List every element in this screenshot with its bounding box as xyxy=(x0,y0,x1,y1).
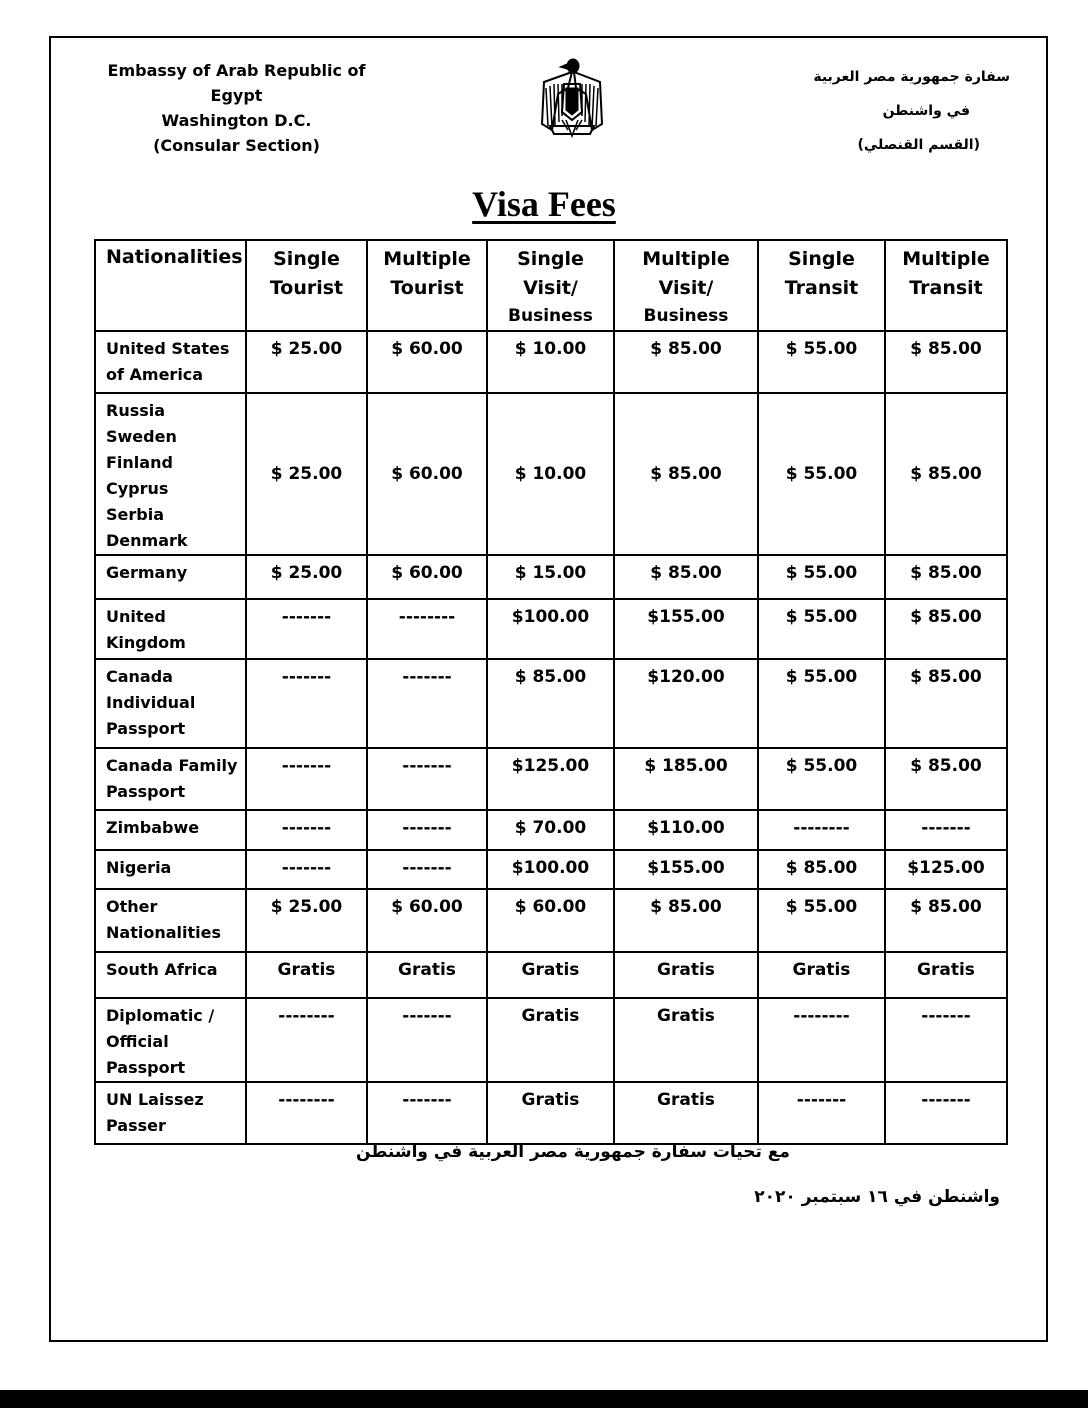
nationality-cell xyxy=(95,952,246,998)
header-english-line-3: (Consular Section) xyxy=(153,136,320,155)
nationality-line: Passport xyxy=(106,1058,186,1077)
fee-cell: $ 60.00 xyxy=(367,889,487,952)
fee-cell: -------- xyxy=(758,998,885,1082)
nationality-line: UN Laissez xyxy=(106,1090,204,1109)
nationality-line: Passer xyxy=(106,1116,166,1135)
fee-cell: ------- xyxy=(758,1082,885,1144)
fee-cell: $ 85.00 xyxy=(614,331,758,393)
nationality-line: United xyxy=(106,607,166,626)
fee-cell: $100.00 xyxy=(487,599,614,659)
fee-cell: ------- xyxy=(885,998,1007,1082)
closing-greeting: مع تحيات سفارة جمهورية مصر العربية في واشنطن xyxy=(356,1142,790,1162)
table-row xyxy=(95,889,1007,952)
fee-cell: $100.00 xyxy=(487,850,614,889)
header-text-line: Multiple xyxy=(902,248,990,270)
header-text-line: Nationalities xyxy=(106,246,243,268)
visa-fees-table xyxy=(94,239,1008,1145)
fee-cell: $ 85.00 xyxy=(614,889,758,952)
header-text-line: Visit/ xyxy=(658,277,714,299)
nationality-line: Passport xyxy=(106,719,186,738)
fee-cell: ------- xyxy=(246,810,367,850)
header-english-line-1: Embassy of Arab Republic of Egypt xyxy=(107,61,366,105)
fee-cell: Gratis xyxy=(758,952,885,998)
nationality-line: Russia xyxy=(106,401,166,420)
nationality-line: Canada Family xyxy=(106,756,238,775)
fee-cell: $ 85.00 xyxy=(614,393,758,555)
fee-cell: Gratis xyxy=(487,952,614,998)
fee-cell: $155.00 xyxy=(614,599,758,659)
fee-cell: $ 25.00 xyxy=(246,331,367,393)
nationality-line: Nationalities xyxy=(106,923,221,942)
table-row xyxy=(95,748,1007,810)
nationality-line: Germany xyxy=(106,563,188,582)
nationality-line: Nigeria xyxy=(106,858,172,877)
fee-cell: ------- xyxy=(367,810,487,850)
fee-cell: $ 70.00 xyxy=(487,810,614,850)
fee-cell: $110.00 xyxy=(614,810,758,850)
header-text-line: Single xyxy=(788,248,855,270)
fee-cell: $ 55.00 xyxy=(758,889,885,952)
fee-cell: $ 55.00 xyxy=(758,748,885,810)
header-text-line: Single xyxy=(273,248,340,270)
table-row xyxy=(95,810,1007,850)
header-text-line: Visit/ xyxy=(523,277,578,299)
fee-cell: ------- xyxy=(367,1082,487,1144)
table-row xyxy=(95,952,1007,998)
fee-cell: $ 85.00 xyxy=(885,748,1007,810)
table-row xyxy=(95,555,1007,599)
table-row xyxy=(95,393,1007,555)
nationality-line: Cyprus xyxy=(106,479,169,498)
nationality-line: Denmark xyxy=(106,531,188,550)
header-text-line: Transit xyxy=(909,277,983,299)
header-arabic-line-3: (القسم القنصلي) xyxy=(857,137,980,153)
nationality-line: Diplomatic / xyxy=(106,1006,215,1025)
fee-cell: ------- xyxy=(367,659,487,748)
nationality-cell xyxy=(95,889,246,952)
fee-cell: $125.00 xyxy=(487,748,614,810)
header-nationalities xyxy=(95,240,246,331)
nationality-line: United States xyxy=(106,339,230,358)
table-row xyxy=(95,331,1007,393)
fee-cell: -------- xyxy=(367,599,487,659)
fee-cell: $ 55.00 xyxy=(758,659,885,748)
fee-cell: $ 185.00 xyxy=(614,748,758,810)
header-text-line: Single xyxy=(517,248,584,270)
fee-cell: ------- xyxy=(367,998,487,1082)
table-row xyxy=(95,659,1007,748)
header-text-line: Multiple xyxy=(642,248,730,270)
nationality-cell xyxy=(95,1082,246,1144)
page-title: Visa Fees xyxy=(472,184,616,224)
fee-cell: $ 85.00 xyxy=(885,599,1007,659)
fee-cell: $ 25.00 xyxy=(246,889,367,952)
egypt-eagle-emblem-icon xyxy=(538,54,606,138)
nationality-line: Kingdom xyxy=(106,633,186,652)
fee-cell: $ 60.00 xyxy=(367,555,487,599)
fee-cell: $ 85.00 xyxy=(758,850,885,889)
fee-cell: $ 55.00 xyxy=(758,599,885,659)
fee-cell: $ 85.00 xyxy=(885,659,1007,748)
fee-cell: Gratis xyxy=(367,952,487,998)
header-english xyxy=(84,58,389,158)
fee-cell: $ 85.00 xyxy=(885,393,1007,555)
nationality-line: Serbia xyxy=(106,505,164,524)
nationality-line: of America xyxy=(106,365,204,384)
fee-cell: $ 10.00 xyxy=(487,331,614,393)
fee-cell: Gratis xyxy=(885,952,1007,998)
nationality-cell xyxy=(95,998,246,1082)
nationality-line: Canada xyxy=(106,667,173,686)
fee-cell: Gratis xyxy=(614,1082,758,1144)
fee-cell: $ 85.00 xyxy=(614,555,758,599)
table-row xyxy=(95,599,1007,659)
header-fee-column xyxy=(487,240,614,331)
fee-cell: $120.00 xyxy=(614,659,758,748)
table-header-row xyxy=(95,240,1007,331)
fee-cell: $ 55.00 xyxy=(758,393,885,555)
nationality-line: South Africa xyxy=(106,960,218,979)
nationality-cell xyxy=(95,810,246,850)
nationality-cell xyxy=(95,748,246,810)
fee-cell: $ 15.00 xyxy=(487,555,614,599)
nationality-line: Official xyxy=(106,1032,169,1051)
header-text-line: Business xyxy=(508,306,593,326)
header-fee-column xyxy=(758,240,885,331)
nationality-cell xyxy=(95,393,246,555)
fee-cell: ------- xyxy=(367,850,487,889)
fee-cell: Gratis xyxy=(487,998,614,1082)
header-text-line: Tourist xyxy=(390,277,464,299)
header-text-line: Multiple xyxy=(383,248,471,270)
table-row xyxy=(95,850,1007,889)
nationality-line: Passport xyxy=(106,782,186,801)
document-date: واشنطن في ١٦ سبتمبر ٢٠٢٠ xyxy=(754,1187,1000,1207)
fee-cell: $ 25.00 xyxy=(246,393,367,555)
header-english-line-2: Washington D.C. xyxy=(161,111,312,130)
fee-cell: $ 85.00 xyxy=(487,659,614,748)
fee-cell: $ 55.00 xyxy=(758,555,885,599)
fee-cell: -------- xyxy=(758,810,885,850)
fee-cell: $ 60.00 xyxy=(487,889,614,952)
fee-cell: $ 60.00 xyxy=(367,331,487,393)
fee-cell: -------- xyxy=(246,1082,367,1144)
fee-cell: ------- xyxy=(367,748,487,810)
fee-cell: $ 25.00 xyxy=(246,555,367,599)
fee-cell: ------- xyxy=(246,659,367,748)
fee-cell: ------- xyxy=(885,1082,1007,1144)
nationality-cell xyxy=(95,659,246,748)
fee-cell: Gratis xyxy=(246,952,367,998)
table-row xyxy=(95,998,1007,1082)
fee-cell: $125.00 xyxy=(885,850,1007,889)
header-fee-column xyxy=(367,240,487,331)
header-fee-column xyxy=(246,240,367,331)
nationality-line: Individual xyxy=(106,693,196,712)
fee-cell: -------- xyxy=(246,998,367,1082)
nationality-cell xyxy=(95,599,246,659)
header-arabic xyxy=(800,60,1010,162)
fee-cell: ------- xyxy=(885,810,1007,850)
fee-cell: Gratis xyxy=(614,998,758,1082)
header-arabic-line-2: في واشنطن xyxy=(882,103,970,119)
fee-cell: $155.00 xyxy=(614,850,758,889)
fee-cell: $ 10.00 xyxy=(487,393,614,555)
header-fee-column xyxy=(885,240,1007,331)
header-text-line: Business xyxy=(643,306,729,326)
fee-cell: $ 60.00 xyxy=(367,393,487,555)
header-text-line: Transit xyxy=(784,277,859,299)
table-row xyxy=(95,1082,1007,1144)
nationality-line: Sweden xyxy=(106,427,177,446)
fee-cell: $ 85.00 xyxy=(885,555,1007,599)
nationality-line: Other xyxy=(106,897,158,916)
header-arabic-line-1: سفارة جمهورية مصر العربية xyxy=(813,69,1010,85)
fee-cell: $ 85.00 xyxy=(885,331,1007,393)
nationality-cell xyxy=(95,331,246,393)
fee-cell: ------- xyxy=(246,850,367,889)
header-fee-column xyxy=(614,240,758,331)
nationality-cell xyxy=(95,555,246,599)
nationality-line: Finland xyxy=(106,453,173,472)
fee-cell: $ 85.00 xyxy=(885,889,1007,952)
nationality-line: Zimbabwe xyxy=(106,818,200,837)
header-text-line: Tourist xyxy=(269,277,344,299)
fee-cell: $ 55.00 xyxy=(758,331,885,393)
scan-edge-bar xyxy=(0,1390,1088,1408)
fee-cell: Gratis xyxy=(487,1082,614,1144)
fee-cell: Gratis xyxy=(614,952,758,998)
fee-cell: ------- xyxy=(246,748,367,810)
fee-cell: ------- xyxy=(246,599,367,659)
nationality-cell xyxy=(95,850,246,889)
